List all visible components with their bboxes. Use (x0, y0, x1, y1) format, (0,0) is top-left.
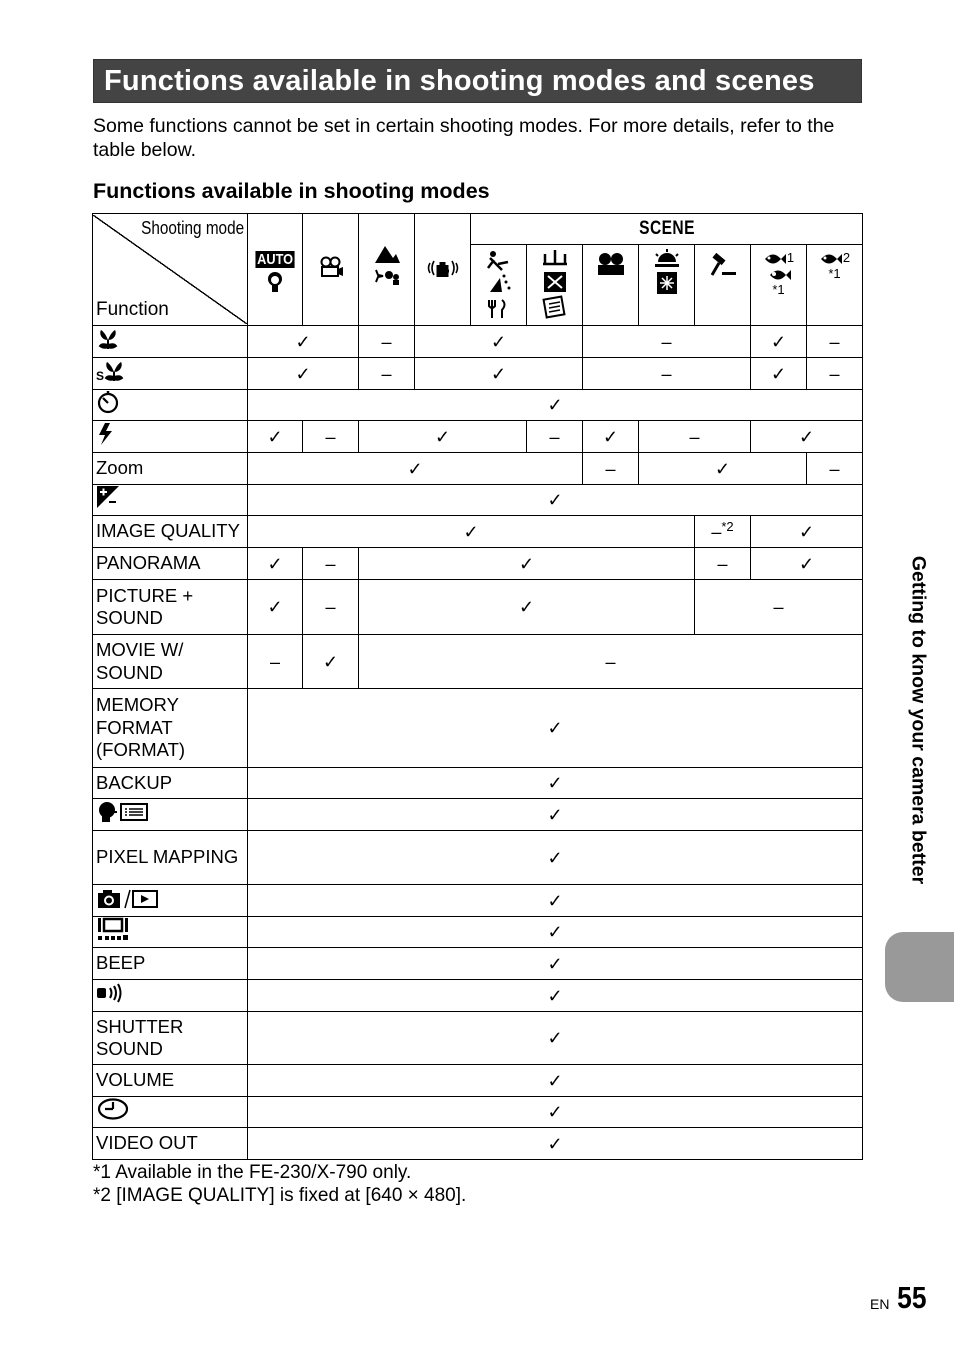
unavailable-cell (527, 421, 583, 453)
check-mark: ✓ (490, 363, 507, 384)
available-cell (639, 453, 807, 485)
super-macro-icon (96, 360, 126, 388)
footnotes (93, 1161, 466, 1207)
function-cell (93, 390, 248, 421)
unavailable-cell (695, 580, 863, 635)
dash-mark: – (325, 553, 336, 574)
unavailable-cell (359, 358, 415, 390)
available-cell (248, 358, 359, 390)
function-cell (93, 485, 248, 516)
monitor-brightness-icon (96, 917, 130, 947)
check-mark: ✓ (547, 718, 563, 738)
landscape-icon (373, 244, 401, 264)
dash-mark: – (381, 363, 392, 384)
dash-mark: – (605, 651, 616, 672)
footnote-1-marker: *1 (772, 282, 785, 297)
mode-sunset-fireworks-cell (639, 245, 695, 326)
mode-landscape-night-cell (359, 214, 415, 326)
function-cell (93, 516, 248, 548)
check-mark: ✓ (295, 331, 311, 352)
unavailable-cell (583, 358, 751, 390)
unavailable-cell (303, 548, 359, 580)
available-cell (248, 831, 863, 885)
shooting-mode-label: Shooting mode (141, 218, 244, 238)
self-portrait-icon (596, 251, 626, 277)
scene-header: SCENE (506, 214, 827, 245)
function-label: PANORAMA (96, 552, 201, 574)
check-mark: ✓ (798, 521, 815, 542)
night-portrait-icon (373, 266, 401, 286)
available-cell (248, 1097, 863, 1128)
table-row (93, 548, 863, 580)
dash-mark: – (711, 522, 722, 543)
available-cell (248, 580, 303, 635)
function-cell (93, 548, 248, 580)
check-mark: ✓ (547, 773, 563, 793)
check-mark: ✓ (434, 426, 451, 447)
check-mark: ✓ (547, 1028, 563, 1048)
available-cell (751, 358, 807, 390)
indoor-candle-document-icon (540, 248, 570, 320)
dash-mark: – (661, 363, 672, 384)
function-cell (93, 885, 248, 917)
page-title: Functions available in shooting modes and scenes (104, 65, 815, 97)
check-mark: ✓ (547, 1102, 563, 1122)
footnote-1-marker-2: *1 (828, 266, 841, 281)
footnote-1: *1 Available in the FE-230/X-790 only. (93, 1162, 412, 1183)
available-cell (751, 516, 863, 548)
page-language: EN (870, 1296, 890, 1312)
available-cell (415, 326, 583, 358)
unavailable-cell (359, 635, 863, 689)
side-tab (885, 932, 954, 1002)
function-cell (93, 326, 248, 358)
check-mark: ✓ (798, 426, 815, 447)
table-row (93, 485, 863, 516)
mode-auto-cell (248, 214, 303, 326)
mode-underwater-cell (751, 245, 807, 326)
anti-shake-icon (426, 257, 460, 279)
exposure-compensation-icon (96, 485, 120, 515)
side-tab-text: Getting to know your camera better (907, 555, 930, 885)
available-cell (359, 548, 695, 580)
available-cell (751, 326, 807, 358)
mode-anti-shake-cell (415, 214, 471, 326)
check-mark: ✓ (295, 363, 311, 384)
check-mark: ✓ (770, 363, 787, 384)
table-row (93, 358, 863, 390)
macro-icon (96, 328, 120, 356)
function-cell (93, 948, 248, 980)
available-cell (248, 421, 303, 453)
dash-mark: – (829, 458, 840, 479)
available-cell (248, 917, 863, 948)
available-cell (248, 390, 863, 421)
underwater-1-label: 1 (786, 250, 795, 265)
svg-text:S: S (96, 368, 105, 382)
mode-indoor-candle-document-cell (527, 245, 583, 326)
check-mark: ✓ (518, 553, 535, 574)
available-cell (248, 548, 303, 580)
check-mark: ✓ (547, 922, 563, 942)
unavailable-cell (583, 453, 639, 485)
table-row (93, 1012, 863, 1065)
check-mark: ✓ (547, 953, 563, 974)
unavailable-cell (807, 358, 863, 390)
table-row (93, 326, 863, 358)
dash-mark: – (829, 331, 840, 352)
available-cell (248, 1128, 863, 1160)
check-mark: ✓ (547, 1070, 563, 1091)
available-cell (359, 580, 695, 635)
function-label: MEMORY FORMAT (FORMAT) (96, 694, 186, 761)
unavailable-cell (807, 326, 863, 358)
unavailable-cell (807, 453, 863, 485)
table-row (93, 1097, 863, 1128)
mode-auction-cell (695, 245, 751, 326)
check-mark: ✓ (490, 331, 507, 352)
available-cell (248, 689, 863, 768)
check-mark: ✓ (547, 985, 563, 1006)
dash-mark: – (325, 426, 336, 447)
function-label: VOLUME (96, 1069, 175, 1091)
available-cell (751, 421, 863, 453)
function-cell (93, 1012, 248, 1065)
check-mark: ✓ (547, 804, 563, 825)
footnote-2: *2 [IMAGE QUALITY] is fixed at [640 × 480]. (93, 1185, 467, 1206)
table-row (93, 980, 863, 1012)
flash-icon (96, 422, 116, 452)
function-label: BACKUP (96, 771, 173, 793)
table-row (93, 516, 863, 548)
check-mark: ✓ (463, 521, 479, 542)
check-mark: ✓ (547, 1133, 563, 1154)
sound-icon (96, 982, 126, 1010)
unavailable-cell (695, 548, 751, 580)
available-cell (248, 326, 359, 358)
function-cell (93, 1065, 248, 1097)
portrait-icon (264, 270, 286, 292)
dash-mark: – (829, 363, 840, 384)
intro-text: Some functions cannot be set in certain shooting modes. For more details, refer to the table below. (93, 115, 835, 161)
table-row (93, 799, 863, 831)
check-mark: ✓ (547, 395, 563, 415)
mode-underwater-2-cell (807, 245, 863, 326)
check-mark: ✓ (602, 426, 619, 447)
table-row (93, 580, 863, 635)
function-label: VIDEO OUT (96, 1132, 198, 1154)
table-row (93, 948, 863, 980)
check-mark: ✓ (547, 490, 563, 510)
function-cell (93, 453, 248, 485)
available-cell (583, 421, 639, 453)
check-mark: ✓ (714, 458, 731, 479)
functions-table (92, 213, 863, 1160)
page-title-bar (93, 59, 862, 103)
check-mark: ✓ (322, 651, 339, 672)
table-row (93, 453, 863, 485)
check-mark: ✓ (267, 553, 283, 574)
table-row (93, 1065, 863, 1097)
function-label: PICTURE + SOUND (96, 584, 194, 628)
function-cell (93, 917, 248, 948)
table-row (93, 831, 863, 885)
self-timer-icon (96, 390, 120, 420)
mode-self-portrait-cell (583, 245, 639, 326)
function-cell (93, 768, 248, 799)
auction-icon (708, 253, 738, 277)
unavailable-cell (695, 516, 751, 548)
check-mark: ✓ (547, 890, 563, 911)
table-row (93, 421, 863, 453)
function-cell (93, 980, 248, 1012)
table-row (93, 917, 863, 948)
function-label: Function (96, 299, 169, 320)
available-cell (248, 768, 863, 799)
available-cell (248, 885, 863, 917)
auto-badge: AUTO (257, 251, 293, 268)
function-cell (93, 799, 248, 831)
mode-movie-cell (303, 214, 359, 326)
check-mark: ✓ (547, 847, 563, 868)
underwater-macro-icon (766, 267, 792, 283)
available-cell (359, 421, 527, 453)
check-mark: ✓ (267, 597, 283, 617)
available-cell (248, 516, 695, 548)
unavailable-cell (248, 635, 303, 689)
sunset-fireworks-icon (652, 248, 682, 298)
underwater-2-icon (819, 251, 843, 267)
dash-mark: – (717, 553, 728, 574)
function-label: SHUTTER SOUND (96, 1015, 184, 1059)
function-label: MOVIE W/ SOUND (96, 639, 184, 683)
available-cell (248, 453, 583, 485)
table-row (93, 689, 863, 768)
function-label: Zoom (96, 457, 144, 479)
underwater-icon (763, 251, 787, 267)
movie-icon (318, 256, 344, 278)
unavailable-cell (359, 326, 415, 358)
table-row (93, 1128, 863, 1160)
dash-mark: – (381, 331, 392, 352)
available-cell (303, 635, 359, 689)
function-cell (93, 1097, 248, 1128)
function-cell (93, 421, 248, 453)
underwater-2-label: 2 (842, 250, 851, 265)
table-row (93, 885, 863, 917)
function-cell (93, 1128, 248, 1160)
available-cell (415, 358, 583, 390)
clock-icon (96, 1098, 130, 1126)
check-mark: ✓ (267, 426, 283, 447)
available-cell (248, 1012, 863, 1065)
table-row (93, 768, 863, 799)
dash-mark: – (325, 597, 336, 617)
available-cell (751, 548, 863, 580)
language-icon (96, 801, 150, 829)
check-mark: ✓ (770, 331, 787, 352)
unavailable-cell (303, 580, 359, 635)
available-cell (248, 980, 863, 1012)
footnote-2-marker: *2 (721, 519, 734, 535)
table-row (93, 635, 863, 689)
dash-mark: – (549, 426, 560, 447)
function-label: PIXEL MAPPING (96, 846, 239, 868)
corner-header-cell (93, 214, 248, 326)
available-cell (248, 948, 863, 980)
function-cell (93, 831, 248, 885)
unavailable-cell (583, 326, 751, 358)
dash-mark: – (661, 331, 672, 352)
available-cell (248, 1065, 863, 1097)
dash-mark: – (605, 458, 616, 479)
function-cell (93, 689, 248, 768)
function-cell (93, 358, 248, 390)
dash-mark: – (269, 651, 280, 672)
check-mark: ✓ (407, 458, 423, 479)
table-row (93, 390, 863, 421)
check-mark: ✓ (518, 597, 535, 617)
available-cell (248, 799, 863, 831)
sport-party-cuisine-icon (484, 248, 514, 320)
section-title: Functions available in shooting modes (93, 179, 490, 203)
function-label: IMAGE QUALITY (96, 520, 240, 542)
mode-sport-party-cuisine-cell (471, 245, 527, 326)
available-cell (248, 485, 863, 516)
page-number: 55 (896, 1280, 926, 1315)
check-mark: ✓ (798, 553, 815, 574)
unavailable-cell (639, 421, 751, 453)
dash-mark: – (773, 597, 784, 617)
dash-mark: – (689, 426, 700, 447)
function-cell (93, 580, 248, 635)
unavailable-cell (303, 421, 359, 453)
function-label: BEEP (96, 952, 146, 974)
function-cell (93, 635, 248, 689)
camera-playback-icon (96, 887, 160, 915)
